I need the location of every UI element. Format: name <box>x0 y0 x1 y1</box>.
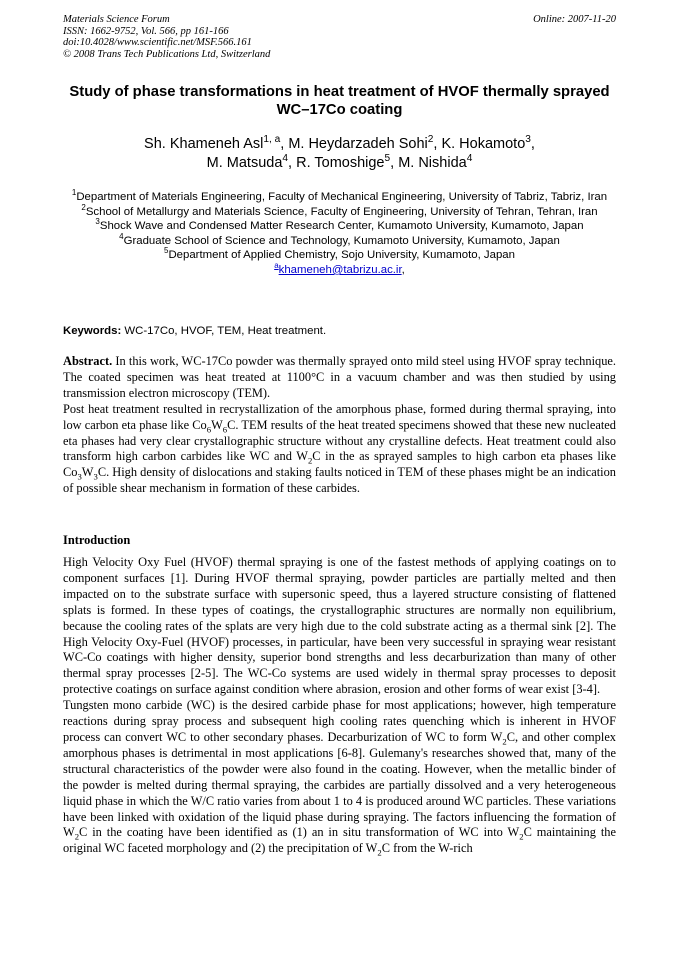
abstract-label: Abstract. <box>63 354 113 368</box>
affiliation-text: Shock Wave and Condensed Matter Research Center, Kumamoto University, Kumamoto, Japan <box>99 220 584 233</box>
journal-name: Materials Science Forum <box>63 14 170 25</box>
author-name: Sh. Khameneh Asl <box>144 136 264 152</box>
author-name: K. Hokamoto <box>441 136 526 152</box>
author-list: Sh. Khameneh Asl$^{1, a}$, M. Heydarzadeh Sohi$^2$, K. Hokamoto$^3$, M. Matsuda$^4$, R. Tomoshige$^5$, M. Nishida$^4$ <box>144 134 535 171</box>
abstract-text: C. High density of dislocations and staking faults noticed in TEM of these phases might be an indication of possible shear mechanism in formation of these carbides. <box>63 465 616 496</box>
affiliation <box>63 202 616 220</box>
body-text: C from the W-rich <box>381 841 473 856</box>
email-line <box>63 263 616 278</box>
subscript: 3 <box>77 471 82 482</box>
keywords-text: WC-17Co, HVOF, TEM, Heat treatment. <box>121 325 327 337</box>
affiliation-text: Department of Materials Engineering, Faculty of Mechanical Engineering, University of Tabriz, Tabriz, Iran <box>76 191 608 203</box>
subscript: 2 <box>74 831 80 842</box>
affiliation-sup: 3 <box>95 217 100 227</box>
affiliation <box>63 231 616 249</box>
affiliation-sup: 1 <box>71 188 77 198</box>
author-name: M. Matsuda <box>206 155 283 171</box>
affiliation-list <box>63 190 616 278</box>
abstract-text: W <box>81 465 94 480</box>
affiliation <box>63 219 616 234</box>
author-name: M. Heydarzadeh Sohi <box>288 136 428 152</box>
body-paragraph: High Velocity Oxy Fuel (HVOF) thermal spraying is one of the fastest methods of applying coatings on to component surfaces [1]. During HVOF thermal spraying, powder particles are partially melted and then impacted on to the substrate surface with supersonic speed, thus a layered structure consisting of flattened splats is formed. In these types of coatings, the crystallographic structures are normally non equilibrium, because the cooling rates of the splats are very high due to the cold substrate acting as a thermal sink [2]. The High Velocity Oxy-Fuel (HVOF) processes, in particular, have been very successful in spraying wear resistant WC-Co coatings with higher density, superior bond strengths and less decarburization than many of other thermal spray processes [2-5]. The WC-Co systems are used widely in thermal spray processes to deposit protective coatings on surface against condition where abrasion, erosion and other forms of wear exist [3-4]. <box>63 555 616 697</box>
section-heading: Introduction <box>63 533 131 547</box>
subscript: 6 <box>222 424 228 435</box>
subscript: 2 <box>502 736 507 747</box>
abstract-text: C in the as sprayed samples to high carbon eta phases like Co <box>63 449 616 480</box>
doi-line: doi:10.4028/www.scientific.net/MSF.566.161 <box>63 37 252 48</box>
author-sup: 4 <box>282 153 289 165</box>
affiliation-text: Department of Applied Chemistry, Sojo University, Kumamoto, Japan <box>168 249 515 262</box>
email-link[interactable]: khameneh@tabrizu.ac.ir <box>278 263 402 276</box>
affiliation-sup: 5 <box>164 246 169 256</box>
online-date: Online: 2007-11-20 <box>533 14 616 25</box>
introduction-body <box>63 555 616 857</box>
email-suffix: , <box>401 263 405 276</box>
subscript: 2 <box>519 831 524 842</box>
author-sup: 5 <box>384 153 391 165</box>
abstract-paragraph <box>63 402 616 497</box>
email-sup: a <box>274 261 279 271</box>
body-text: C, and other complex amorphous phases is detrimental in most applications [6-8]. Gulemany's researches showed that, many of the structural characteristics of the powder were also found in the coating. However, when the metallic binder of the powder is melted during thermal spraying, the carbides are partially dissolved and a very heterogeneous liquid phase in which the W/C ratio varies from about 1 to 4 is produced around WC particles. These variations have been linked with oxidation of the liquid phase during spraying. The factors influencing the formation of W <box>63 729 617 840</box>
subscript: 2 <box>377 847 382 858</box>
abstract-text: In this work, WC-17Co powder was thermally sprayed onto mild steel using HVOF spray technique. The coated specimen was heat treated at 1100°C in a vacuum chamber and was then studied by using transmission electron microscopy (TEM). <box>63 354 616 400</box>
abstract-text: Post heat treatment resulted in recrystallization of the amorphous phase, formed during thermal spraying, into low carbon eta phase like Co <box>63 401 616 432</box>
body-paragraph <box>63 698 616 857</box>
subscript: 2 <box>307 455 313 466</box>
affiliation-text: School of Metallurgy and Materials Science, Faculty of Engineering, University of Tehran, Tehran, Iran <box>85 205 598 218</box>
copyright-line: © 2008 Trans Tech Publications Ltd, Switzerland <box>63 48 271 60</box>
author-sup: 4 <box>466 153 473 165</box>
keywords <box>63 324 616 338</box>
affiliation-sup: 2 <box>81 202 86 212</box>
body-text: Tungsten mono carbide (WC) is the desired carbide phase for most applications; however, high temperature reactions during spray process and subsequent high cooling rates quenching which is inherent in HVOF process can convert WC to other secondary phases. Decarburization of WC to form W <box>63 698 616 744</box>
abstract-text: W <box>211 417 223 432</box>
author-sup: 2 <box>427 134 434 146</box>
abstract-text: C. TEM results of the heat treated specimens showed that these new nucleated eta phases had very clear crystallographic structure without any crystalline defects. Heat treatment could also transform high carbon carbides like WC and W <box>63 417 616 464</box>
affiliation-text: Graduate School of Science and Technology, Kumamoto University, Kumamoto, Japan <box>123 234 560 247</box>
body-text: C in the coating have been identified as (1) an in situ transformation of WC into W <box>79 825 520 840</box>
keywords-label: Keywords: <box>63 325 122 337</box>
affiliation <box>63 190 616 205</box>
body-text: C maintaining the original WC faceted morphology and (2) the precipitation of W <box>63 825 616 856</box>
author-sup: 3 <box>525 134 531 146</box>
abstract <box>63 354 616 497</box>
issn-line: ISSN: 1662-9752, Vol. 566, pp 161-166 <box>63 25 229 37</box>
running-header <box>63 14 616 60</box>
paper-title: Study of phase transformations in heat treatment of HVOF thermally sprayed WC–17Co coating <box>69 84 610 118</box>
subscript: 6 <box>206 424 212 435</box>
abstract-paragraph <box>63 354 616 402</box>
author-name: R. Tomoshige <box>296 155 385 171</box>
subscript: 3 <box>93 471 98 482</box>
author-name: M. Nishida <box>398 155 467 171</box>
author-sup: 1, a <box>263 134 281 146</box>
affiliation-sup: 4 <box>119 231 124 241</box>
affiliation <box>63 248 616 263</box>
